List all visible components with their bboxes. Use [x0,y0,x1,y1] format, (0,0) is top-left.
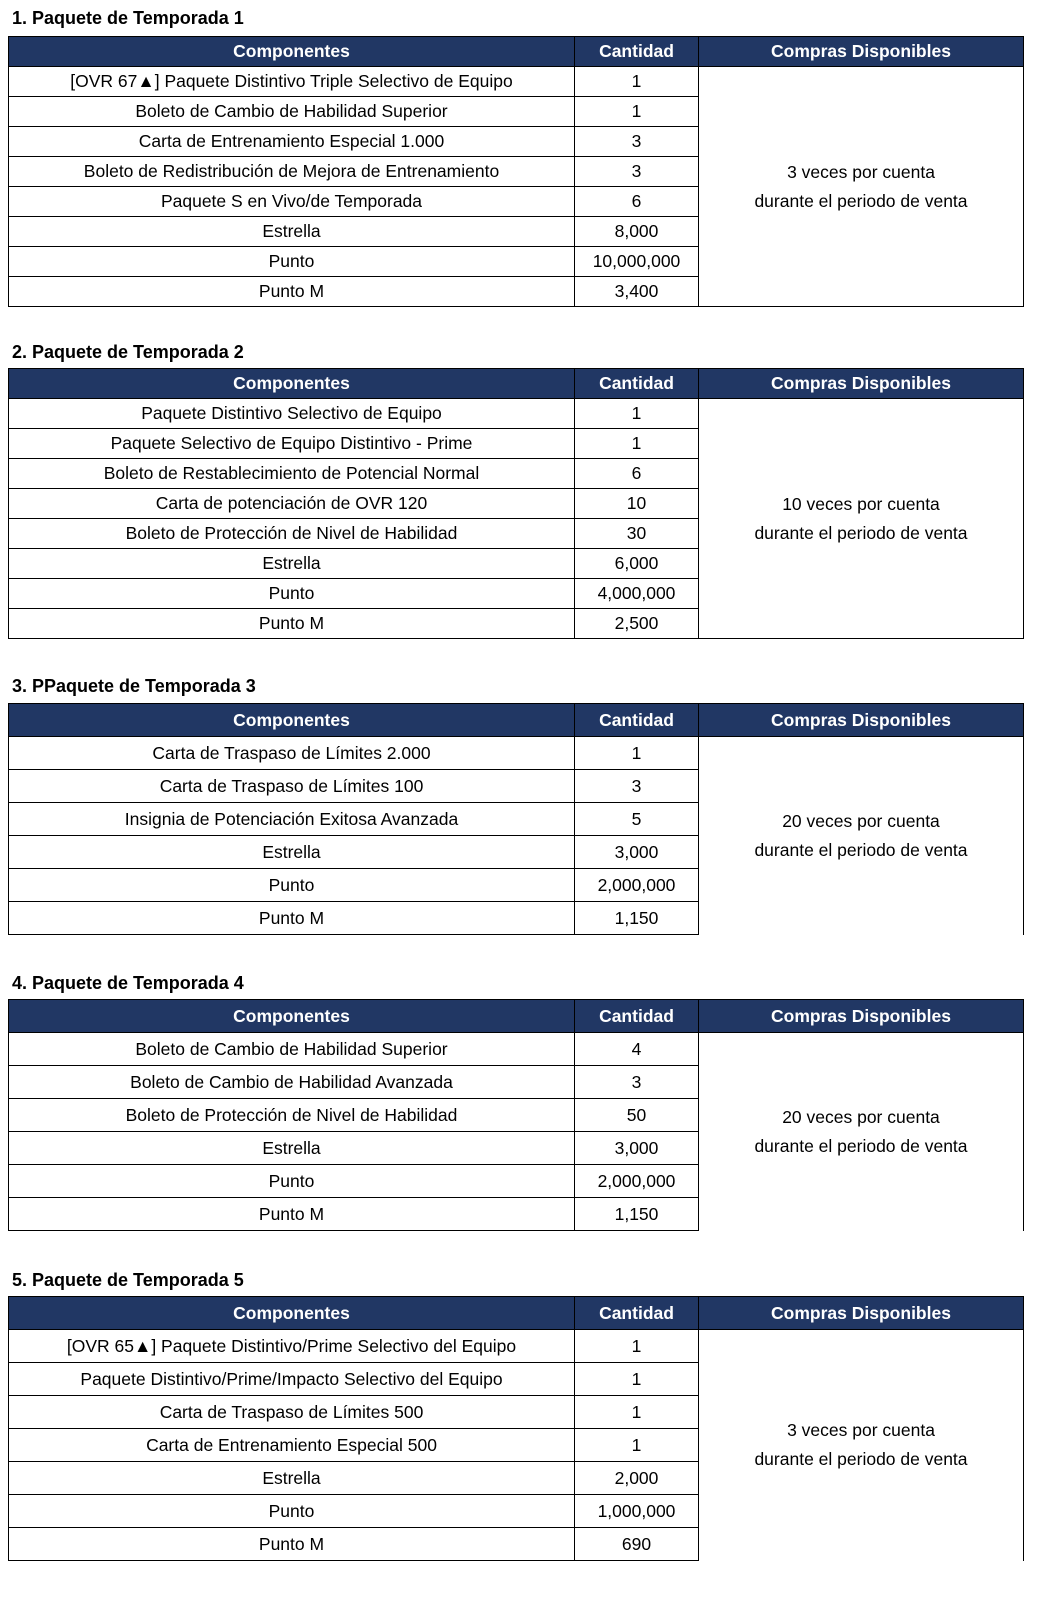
quantity-cell: 1,000,000 [575,1495,699,1528]
header-components: Componentes [9,1000,575,1033]
header-available: Compras Disponibles [699,704,1024,737]
component-cell: Carta de Entrenamiento Especial 500 [9,1429,575,1462]
quantity-cell: 5 [575,803,699,836]
quantity-cell: 3 [575,157,699,187]
component-cell: Punto M [9,609,575,639]
available-purchases-cell [699,1033,1024,1231]
quantity-cell: 8,000 [575,217,699,247]
component-cell: Paquete S en Vivo/de Temporada [9,187,575,217]
component-cell: Estrella [9,1132,575,1165]
component-cell: Punto M [9,277,575,307]
header-quantity: Cantidad [575,37,699,67]
quantity-cell: 1 [575,1330,699,1363]
quantity-cell: 50 [575,1099,699,1132]
header-components: Componentes [9,37,575,67]
section-title: 4. Paquete de Temporada 4 [12,973,244,993]
component-cell: Estrella [9,549,575,579]
quantity-cell: 6 [575,459,699,489]
component-cell: Boleto de Protección de Nivel de Habilidad [9,1099,575,1132]
component-cell: Punto [9,1165,575,1198]
component-cell: Boleto de Restablecimiento de Potencial Normal [9,459,575,489]
header-quantity: Cantidad [575,369,699,399]
available-purchases-cell [699,67,1024,307]
available-purchases-line: 3 veces por cuenta [787,161,935,182]
header-row [9,704,1024,737]
component-cell: Punto M [9,902,575,935]
section-title: 3. PPaquete de Temporada 3 [12,676,256,696]
header-available: Compras Disponibles [699,1297,1024,1330]
available-purchases-line: durante el periodo de venta [754,1449,968,1470]
package-table [8,999,1024,1231]
header-row [9,37,1024,67]
component-cell: [OVR 67▲] Paquete Distintivo Triple Selectivo de Equipo [9,67,575,97]
header-components: Componentes [9,369,575,399]
package-table [8,703,1024,935]
available-purchases-line: 10 veces por cuenta [782,493,940,514]
header-available: Compras Disponibles [699,37,1024,67]
available-purchases-cell [699,1330,1024,1561]
component-cell: Punto [9,869,575,902]
available-purchases-cell [699,399,1024,639]
available-purchases-line: durante el periodo de venta [754,1135,968,1156]
quantity-cell: 3,000 [575,1132,699,1165]
available-purchases-line: durante el periodo de venta [754,522,968,543]
quantity-cell: 30 [575,519,699,549]
package-table [8,1296,1024,1561]
quantity-cell: 4 [575,1033,699,1066]
component-cell: Boleto de Protección de Nivel de Habilidad [9,519,575,549]
quantity-cell: 1 [575,97,699,127]
section-title: 5. Paquete de Temporada 5 [12,1270,244,1290]
header-quantity: Cantidad [575,1000,699,1033]
quantity-cell: 1,150 [575,902,699,935]
quantity-cell: 1 [575,1363,699,1396]
available-purchases-line: 20 veces por cuenta [782,1106,940,1127]
component-cell: Boleto de Cambio de Habilidad Avanzada [9,1066,575,1099]
quantity-cell: 1 [575,1396,699,1429]
component-cell: Paquete Distintivo/Prime/Impacto Selectivo del Equipo [9,1363,575,1396]
header-row [9,1000,1024,1033]
component-cell: Punto [9,579,575,609]
table-row [9,67,1024,97]
quantity-cell: 1 [575,737,699,770]
quantity-cell: 690 [575,1528,699,1561]
component-cell: Punto M [9,1198,575,1231]
quantity-cell: 3 [575,770,699,803]
table-row [9,1330,1024,1363]
quantity-cell: 3 [575,127,699,157]
component-cell: Punto [9,1495,575,1528]
header-row [9,369,1024,399]
quantity-cell: 3,400 [575,277,699,307]
component-cell: Carta de Entrenamiento Especial 1.000 [9,127,575,157]
header-components: Componentes [9,1297,575,1330]
component-cell: Punto M [9,1528,575,1561]
quantity-cell: 1 [575,429,699,459]
component-cell: Carta de Traspaso de Límites 500 [9,1396,575,1429]
available-purchases-line: durante el periodo de venta [754,190,968,211]
quantity-cell: 3 [575,1066,699,1099]
available-purchases-cell [699,737,1024,935]
header-available: Compras Disponibles [699,1000,1024,1033]
quantity-cell: 2,000,000 [575,1165,699,1198]
package-table [8,368,1024,639]
header-row [9,1297,1024,1330]
section-title: 1. Paquete de Temporada 1 [12,8,244,28]
component-cell: Paquete Selectivo de Equipo Distintivo - Prime [9,429,575,459]
available-purchases-line: 3 veces por cuenta [787,1420,935,1441]
quantity-cell: 1 [575,399,699,429]
component-cell: Insignia de Potenciación Exitosa Avanzada [9,803,575,836]
available-purchases-line: 20 veces por cuenta [782,810,940,831]
quantity-cell: 1 [575,1429,699,1462]
header-quantity: Cantidad [575,1297,699,1330]
component-cell: Estrella [9,1462,575,1495]
component-cell: Estrella [9,217,575,247]
quantity-cell: 2,000 [575,1462,699,1495]
quantity-cell: 6 [575,187,699,217]
header-available: Compras Disponibles [699,369,1024,399]
table-row [9,399,1024,429]
component-cell: Carta de potenciación de OVR 120 [9,489,575,519]
quantity-cell: 2,500 [575,609,699,639]
table-row [9,1033,1024,1066]
component-cell: Carta de Traspaso de Límites 100 [9,770,575,803]
component-cell: Boleto de Cambio de Habilidad Superior [9,97,575,127]
component-cell: Estrella [9,836,575,869]
quantity-cell: 4,000,000 [575,579,699,609]
quantity-cell: 1 [575,67,699,97]
table-row [9,737,1024,770]
component-cell: Punto [9,247,575,277]
quantity-cell: 1,150 [575,1198,699,1231]
available-purchases-line: durante el periodo de venta [754,839,968,860]
component-cell: Paquete Distintivo Selectivo de Equipo [9,399,575,429]
section-title: 2. Paquete de Temporada 2 [12,342,244,362]
header-components: Componentes [9,704,575,737]
quantity-cell: 10,000,000 [575,247,699,277]
quantity-cell: 10 [575,489,699,519]
quantity-cell: 3,000 [575,836,699,869]
component-cell: Carta de Traspaso de Límites 2.000 [9,737,575,770]
component-cell: Boleto de Cambio de Habilidad Superior [9,1033,575,1066]
quantity-cell: 2,000,000 [575,869,699,902]
component-cell: Boleto de Redistribución de Mejora de Entrenamiento [9,157,575,187]
header-quantity: Cantidad [575,704,699,737]
component-cell: [OVR 65▲] Paquete Distintivo/Prime Selectivo del Equipo [9,1330,575,1363]
package-table [8,36,1024,307]
quantity-cell: 6,000 [575,549,699,579]
